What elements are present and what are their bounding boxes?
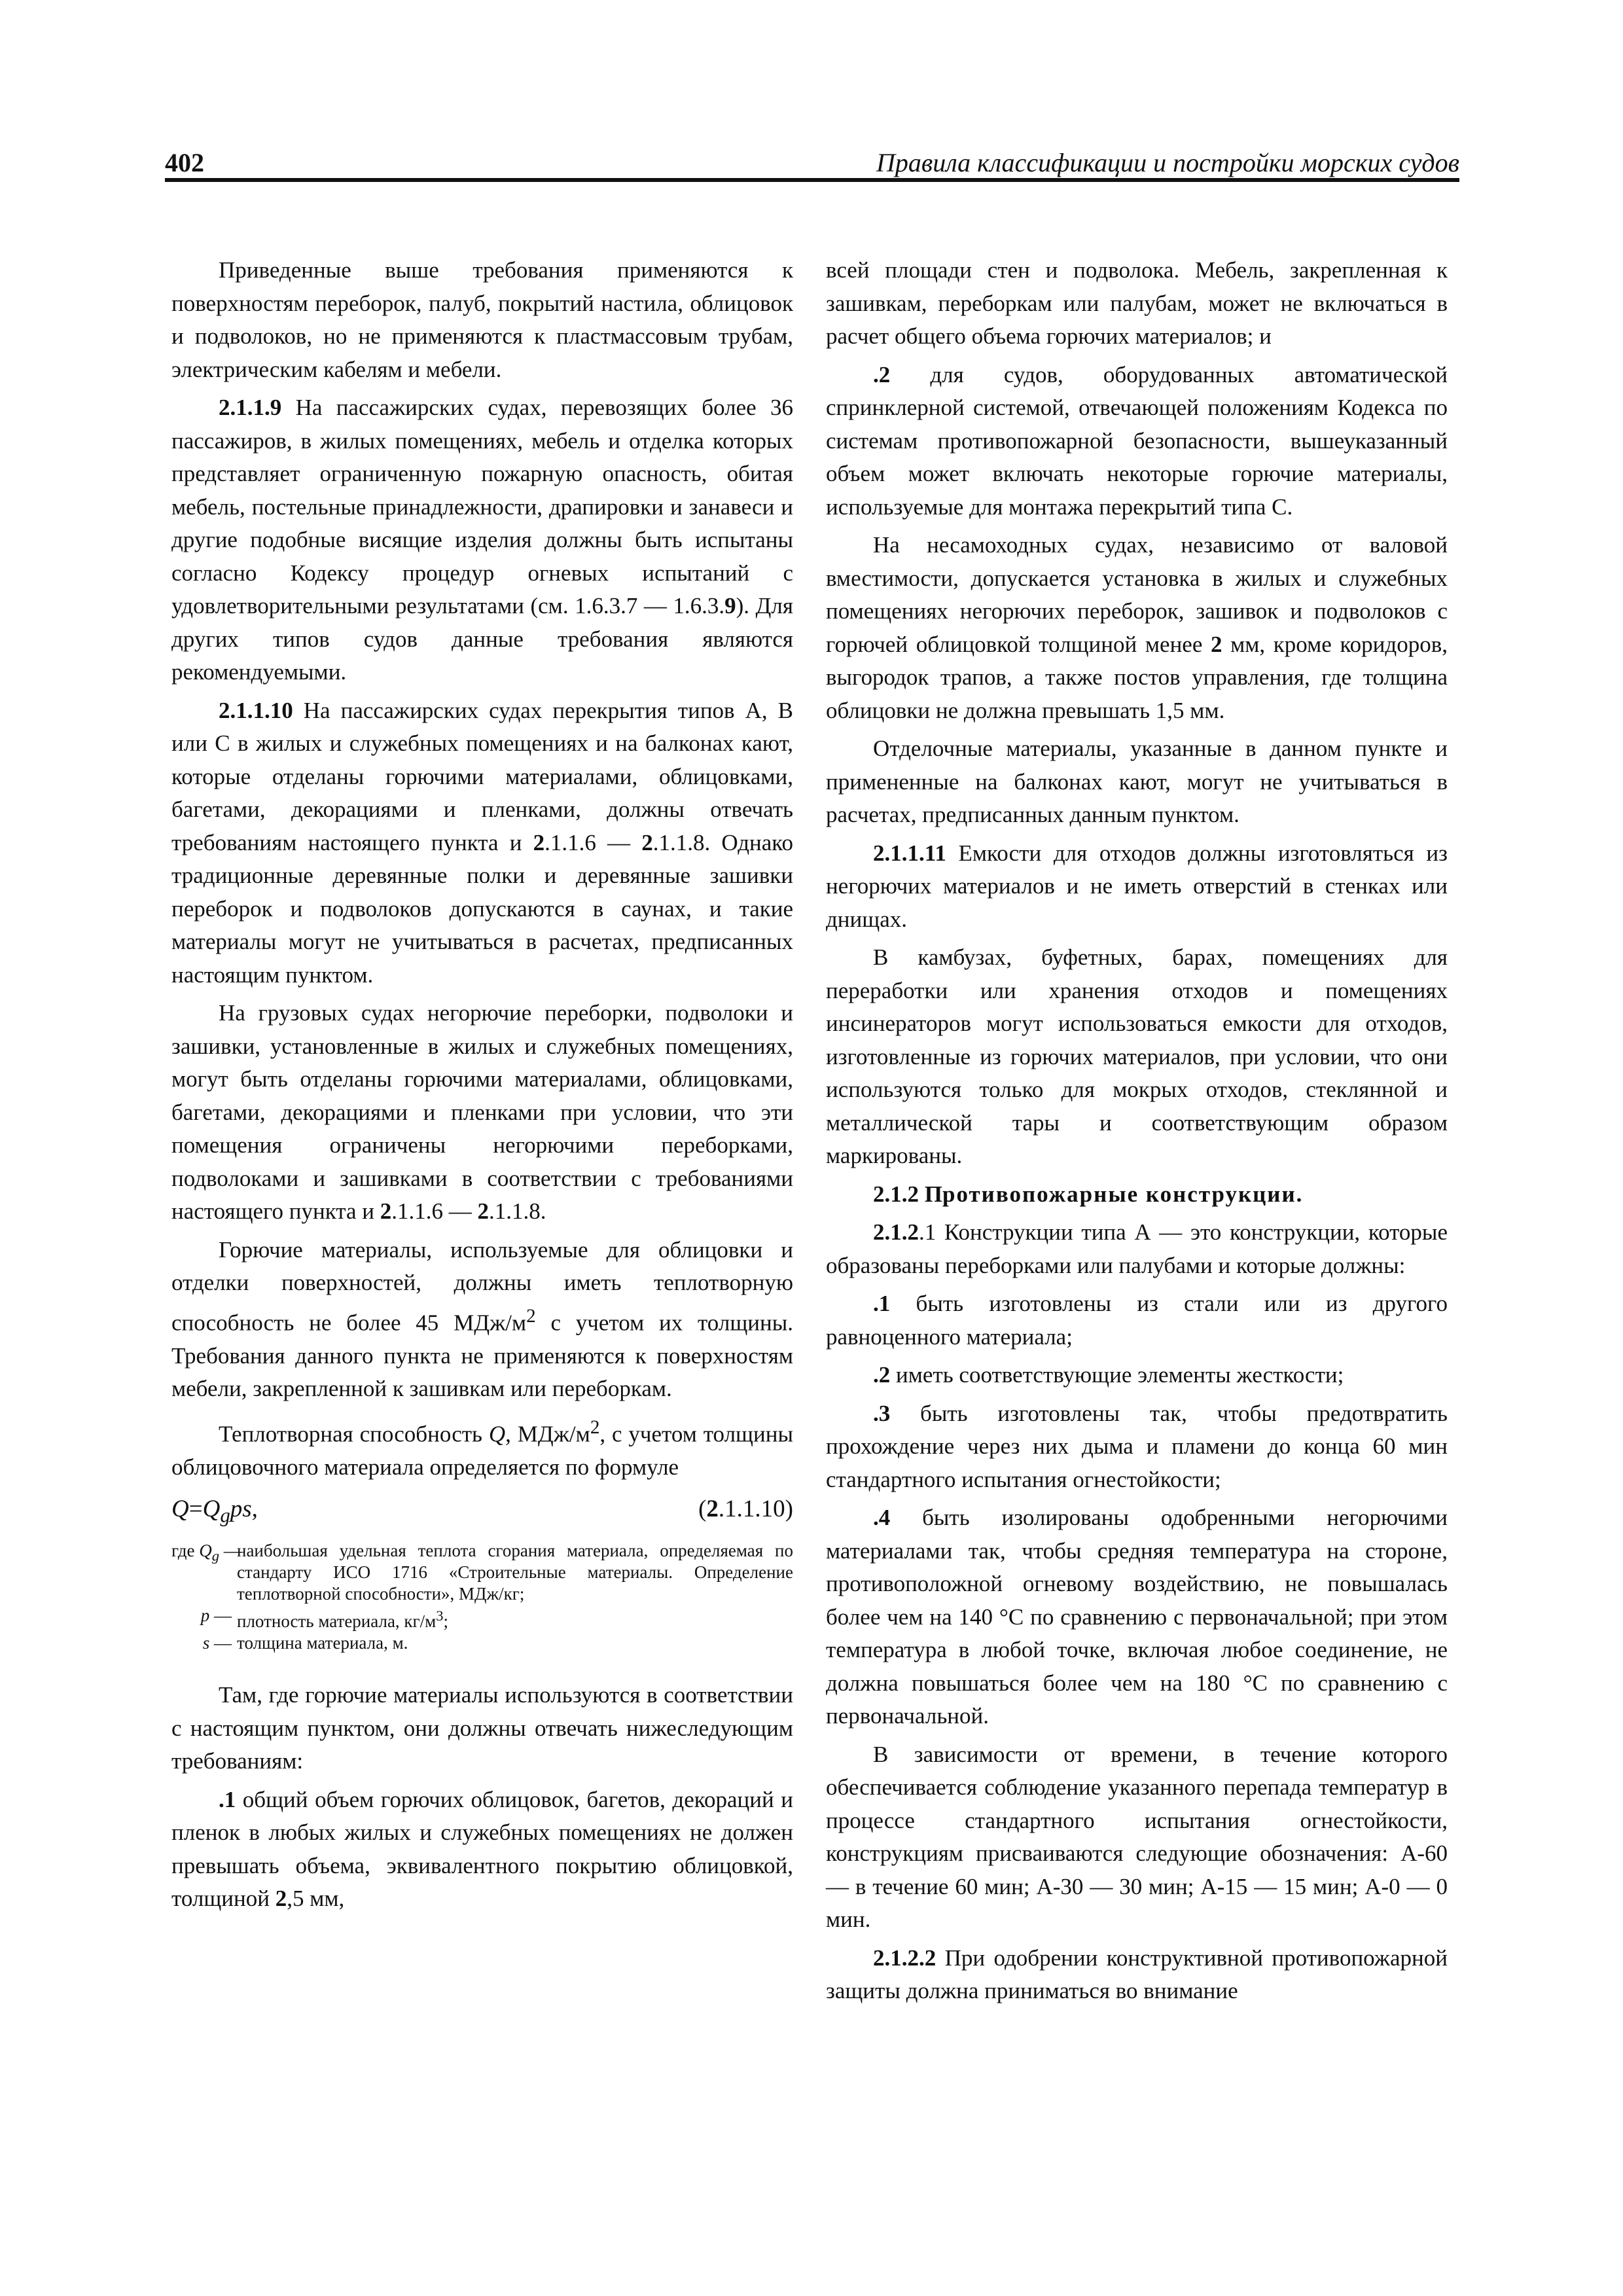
paragraph: Горючие материалы, используемые для облицовки и отделки поверхностей, должны иметь теплотворную способность не более 45 МДж/$м^2$ с учетом их толщины. Требования данного пункта не применяются к поверхностям мебели, закрепленной к зашивкам или переборкам.	[171, 1236, 793, 1402]
paragraph-2-1-2-1: 2.1.2.1 Конструкции типа А — это конструкции, которые образованы переборками или палубами и которые должны:	[826, 1219, 1448, 1278]
paragraph: В камбузах, буфетных, барах, помещениях для переработки или хранения отходов и помещениях инсинераторов могут использоваться емкости для отходов, изготовленные из горючих материалов, при условии, что они используются только для мокрых отходов, стеклянной и металлической тары и соответствующим образом маркированы.	[826, 944, 1448, 1168]
clause-number: 2.1.1.10	[219, 697, 293, 723]
paragraph: На несамоходных судах, независимо от валовой вместимости, допускается установка в жилых и служебных помещениях негорючих переборок, зашивок и подволоков с горючей облицовкой толщиной менее 2 мм, кроме коридоров, выгородок трапов, а также постов управления, где толщина облицовки не должна превышать 1,5 мм.	[826, 532, 1448, 723]
legend-row-s: s — толщина материала, м.	[202, 1633, 408, 1653]
list-item-1: .1 быть изготовлены из стали или из другого равноценного материала;	[826, 1291, 1448, 1350]
clause-number: 2.1.1.9	[219, 395, 282, 420]
formula-legend	[171, 1540, 793, 1654]
page-number: 402	[165, 148, 204, 177]
paragraph: Отделочные материалы, указанные в данном пункте и примененные на балконах кают, могут не учитываться в расчетах, предписанных данным пунктом.	[826, 736, 1448, 827]
formula-expression: $Q=Q_gps$,	[171, 1496, 258, 1527]
left-column	[171, 254, 793, 1921]
list-item-1: .1 общий объем горючих облицовок, багетов, декораций и пленок в любых жилых и служебных помещениях не должен превышать объема, эквивалентного покрытию облицовкой, толщиной 2,5 мм,	[171, 1786, 793, 1912]
paragraph-2-1-1-11: 2.1.1.11 Емкости для отходов должны изготовляться из негорючих материалов и не иметь отверстий в стенках или днищах.	[826, 840, 1448, 932]
paragraph-2-1-1-10: 2.1.1.10 На пассажирских судах перекрытия типов А, В или С в жилых и служебных помещениях и на балконах кают, которые отделаны горючими материалами, облицовками, багетами, декорациями и пленками, должны отвечать требованиям настоящего пункта и 2.1.1.6 — 2.1.1.8. Однако традиционные деревянные полки и деревянные зашивки переборок и подволоков допускаются в саунах, и такие материалы могут не учитываться в расчетах, предписанных настоящим пунктом.	[171, 697, 794, 988]
list-item-2: .2 для судов, оборудованных автоматической спринклерной системой, отвечающей положениям Кодекса по системам противопожарной безопасности, вышеуказанный объем может включать некоторые горючие материалы, используемые для монтажа перекрытий типа С.	[826, 361, 1448, 520]
section-heading-2-1-2: 2.1.2 Противопожарные конструкции.	[873, 1181, 1304, 1207]
page-header	[165, 143, 1459, 183]
legend-row-p: p — плотность материала, $кг/м^3$;	[200, 1605, 448, 1632]
formula	[171, 1493, 793, 1532]
paragraph-continued: всей площади стен и подволока. Мебель, закрепленная к зашивкам, переборкам или палубам, может не включаться в расчет общего объема горючих материалов; и	[826, 257, 1448, 349]
paragraph-2-1-2-2: 2.1.2.2 При одобрении конструктивной противопожарной защиты должна приниматься во внимание	[826, 1945, 1448, 2003]
paragraph: Теплотворная способность Q, МДж/$м^2$, с учетом толщины облицовочного материала определяется по формуле	[171, 1416, 793, 1480]
right-column	[826, 254, 1448, 2013]
paragraph: Там, где горючие материалы используются в соответствии с настоящим пунктом, они должны отвечать нижеследующим требованиям:	[171, 1682, 793, 1774]
list-item-4: .4 быть изолированы одобренными негорючими материалами так, чтобы средняя температура на стороне, противоположной огневому воздействию, не повышалась более чем на 140 °С по сравнению с первоначальной; при этом температура в любой точке, включая любое соединение, не должна повышаться более чем на 180 °С по сравнению с первоначальной.	[826, 1505, 1448, 1729]
running-title: Правила классификации и постройки морских судов	[876, 148, 1459, 177]
list-item-3: .3 быть изготовлены так, чтобы предотвратить прохождение через них дыма и пламени до конца 60 мин стандартного испытания огнестойкости;	[826, 1400, 1448, 1492]
legend-row-qg: где $Q_g$ — наибольшая удельная теплота сгорания материала, определяемая по стандарту ИСО 1716 «Строительные материалы. Определение теплотворной способности», МДж/кг;	[171, 1541, 793, 1604]
paragraph: На грузовых судах негорючие переборки, подволоки и зашивки, установленные в жилых и служебных помещениях, могут быть отделаны горючими материалами, облицовками, багетами, декорациями и пленками при условии, что эти помещения ограничены негорючими переборками, подволоками и зашивками в соответствии с требованиями настоящего пункта и 2.1.1.6 — 2.1.1.8.	[171, 1000, 793, 1224]
paragraph: Приведенные выше требования применяются к поверхностям переборок, палуб, покрытий настила, облицовок и подволоков, но не применяются к пластмассовым трубам, электрическим кабелям и мебели.	[171, 257, 793, 382]
list-item-2: .2 иметь соответствующие элементы жесткости;	[873, 1362, 1344, 1388]
paragraph-2-1-1-9: 2.1.1.9 На пассажирских судах, перевозящих более 36 пассажиров, в жилых помещениях, мебель и отделка которых представляет ограниченную пожарную опасность, обитая мебель, постельные принадлежности, драпировки и занавеси и другие подобные висящие изделия должны быть испытаны согласно Кодексу процедур огневых испытаний с удовлетворительными результатами (см. 1.6.3.7 — 1.6.3.9). Для других типов судов данные требования являются рекомендуемыми.	[171, 395, 793, 685]
header-rule	[165, 178, 1459, 182]
formula-number: (2.1.1.10)	[698, 1496, 793, 1523]
paragraph: В зависимости от времени, в течение которого обеспечивается соблюдение указанного перепада температур в процессе стандартного испытания огнестойкости, конструкциям присваиваются следующие обозначения: А-60 — в течение 60 мин; А-30 — 30 мин; А-15 — 15 мин; А-0 — 0 мин.	[826, 1741, 1448, 1932]
